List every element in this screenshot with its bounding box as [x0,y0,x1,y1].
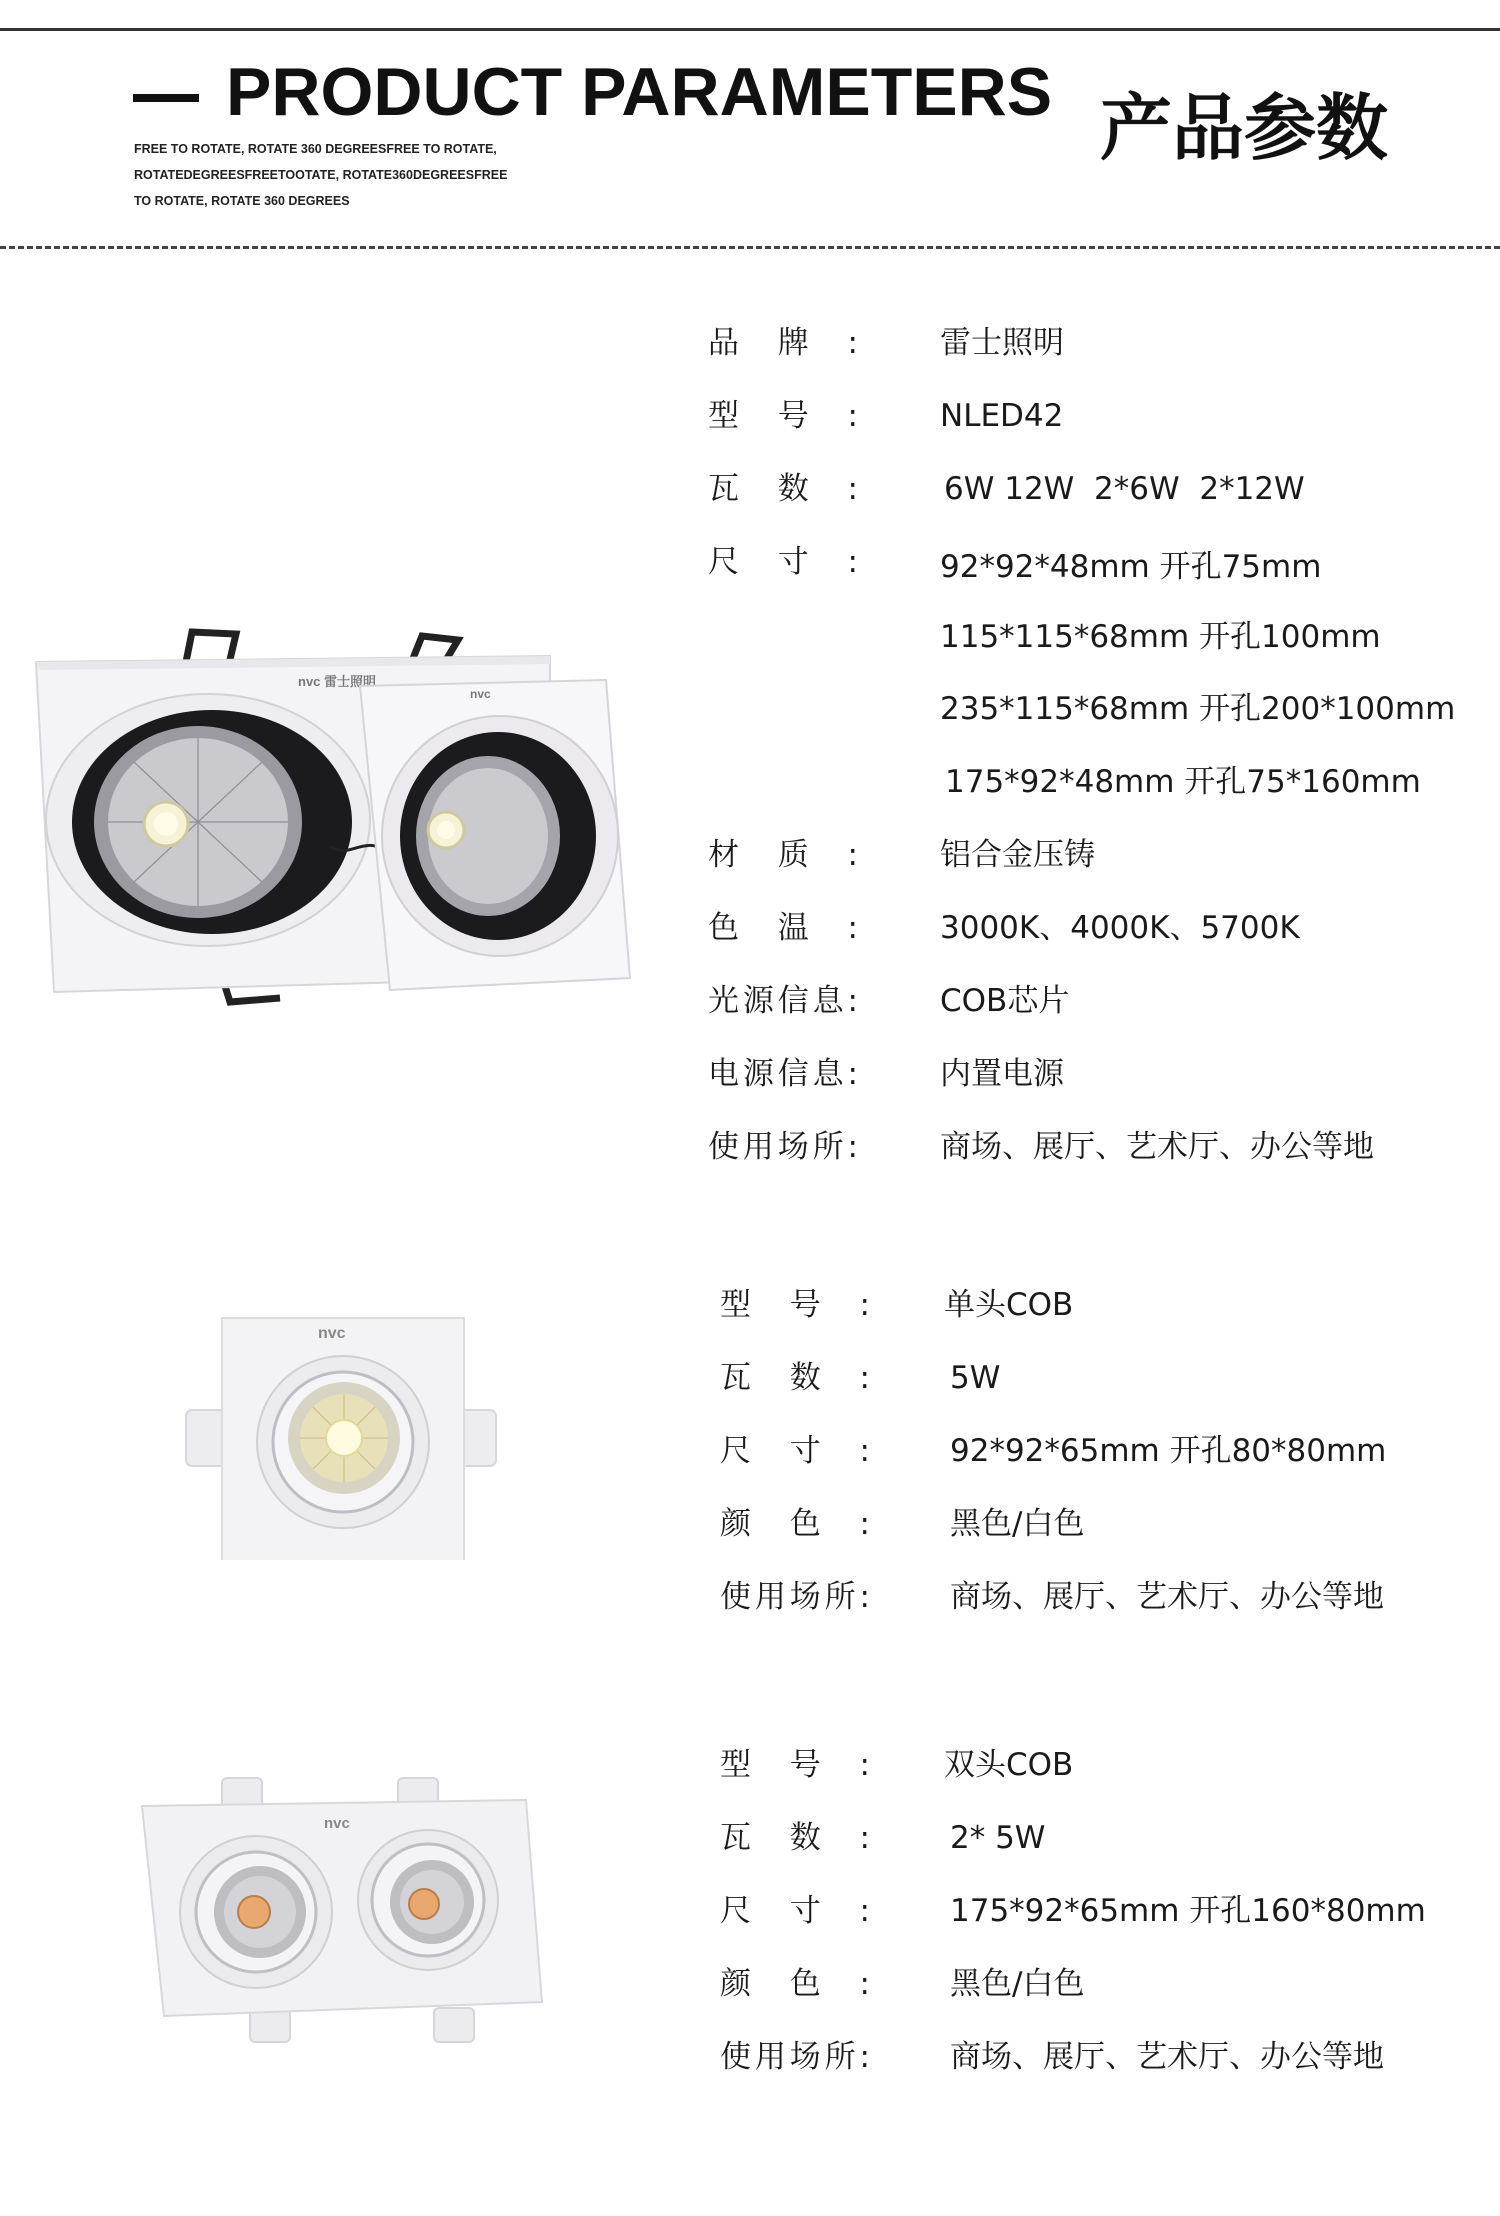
spec-label-usage: 使用场所: [720,1579,870,1615]
spec-value-wattage: 6W 12W 2*6W 2*12W [944,471,1305,507]
spec-value-brand: 雷士照明 [940,325,1064,361]
spec-value-usage: 商场、展厅、艺术厅、办公等地 [940,1129,1374,1165]
spec-label-color-temp: 色温: [708,910,858,946]
spec-label-model: 型号: [720,1747,870,1783]
spec-label-brand: 品牌: [708,325,858,361]
spec-value-model: NLED42 [940,398,1064,434]
svg-text:nvc: nvc [470,687,491,701]
top-divider [0,28,1500,31]
spec-value-size-4: 175*92*48mm 开孔75*160mm [945,764,1421,800]
spec-label-wattage: 瓦数: [720,1360,870,1396]
spec-label-power: 电源信息: [708,1056,858,1092]
spec-value-size-1: 92*92*48mm 开孔75mm [940,549,1322,585]
spec-label-usage: 使用场所: [708,1129,858,1165]
dashed-divider [0,246,1500,249]
spec-label-color: 颜色: [720,1506,870,1542]
spec-value-color: 黑色/白色 [950,1966,1085,2002]
page-subtitle [134,136,574,214]
page-title-en: PRODUCT PARAMETERS [226,54,1053,130]
product1-image [30,610,650,1010]
product2-logo: nvc [318,1325,346,1342]
spec-value-usage: 商场、展厅、艺术厅、办公等地 [950,2039,1384,2075]
spec-label-size: 尺寸: [708,544,858,580]
spec-value-model: 双头COB [944,1747,1074,1783]
spec-label-wattage: 瓦数: [708,471,858,507]
spec-value-wattage: 2* 5W [950,1820,1046,1856]
spec-value-usage: 商场、展厅、艺术厅、办公等地 [950,1579,1384,1615]
spec-label-size: 尺寸: [720,1893,870,1929]
spec-value-size-3: 235*115*68mm 开孔200*100mm [940,691,1456,727]
spec-value-color: 黑色/白色 [950,1506,1085,1542]
spec-value-size-2: 115*115*68mm 开孔100mm [940,619,1381,655]
spec-value-size: 92*92*65mm 开孔80*80mm [950,1433,1387,1469]
spec-label-material: 材质: [708,837,858,873]
spec-value-color-temp: 3000K、4000K、5700K [940,910,1300,946]
spec-value-model: 单头COB [944,1287,1074,1323]
spec-value-wattage: 5W [950,1360,1001,1396]
spec-label-light-source: 光源信息: [708,983,858,1019]
spec-value-material: 铝合金压铸 [940,837,1095,873]
subtitle-line: TO ROTATE, ROTATE 360 DEGREES [134,194,350,208]
subtitle-line: ROTATEDEGREESFREETOOTATE, ROTATE360DEGREESFREE [134,168,508,182]
spec-label-color: 颜色: [720,1966,870,2002]
spec-value-power: 内置电源 [940,1056,1064,1092]
product3-logo: nvc [324,1815,350,1832]
spec-value-size: 175*92*65mm 开孔160*80mm [950,1893,1426,1929]
title-dash-mark [133,94,199,102]
product1-logo: nvc 雷士照明 [298,674,377,689]
spec-label-model: 型号: [708,398,858,434]
spec-label-model: 型号: [720,1287,870,1323]
spec-label-size: 尺寸: [720,1433,870,1469]
product3-image [136,1772,548,2052]
product2-image [182,1310,512,1560]
spec-value-light-source: COB芯片 [940,983,1070,1019]
spec-label-usage: 使用场所: [720,2039,870,2075]
spec-label-wattage: 瓦数: [720,1820,870,1856]
subtitle-line: FREE TO ROTATE, ROTATE 360 DEGREESFREE TO ROTATE, [134,142,497,156]
page-title-cn: 产品参数 [1100,86,1389,170]
